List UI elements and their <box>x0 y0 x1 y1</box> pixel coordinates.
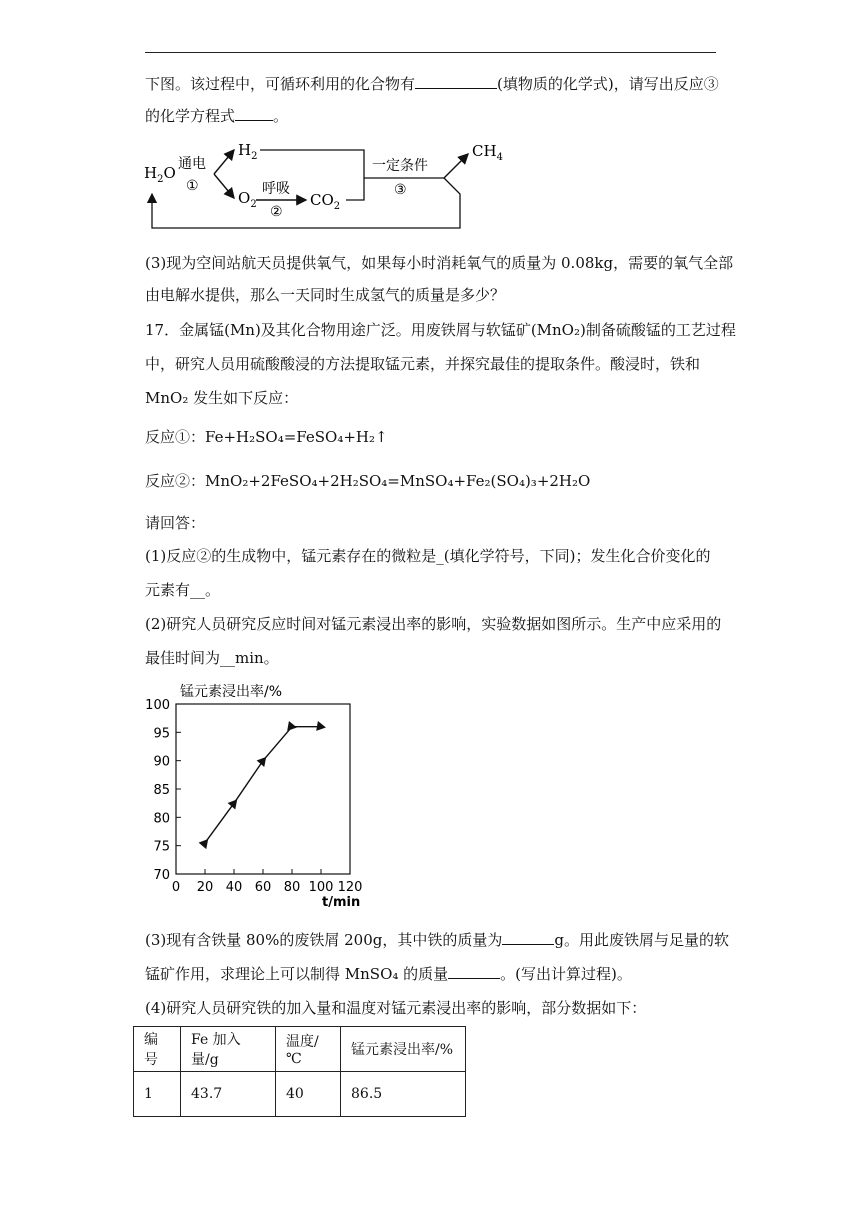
x-tick-label: 0 <box>171 880 181 895</box>
q17-part3-text-c: 锰矿作用，求理论上可以制得 MnSO₄ 的质量 <box>145 965 449 983</box>
methane-formula: $CH_4$ <box>472 142 503 163</box>
reaction-1-label: 反应①： <box>145 428 206 446</box>
reaction-2-marker: ② <box>270 204 283 220</box>
q17-part3-line2 <box>145 964 632 984</box>
top-rule <box>145 52 716 53</box>
reaction-2-label: 反应②： <box>145 472 206 490</box>
data-point-marker <box>199 836 212 849</box>
reaction-2-line <box>145 471 590 491</box>
table-cell: 43.7 <box>181 1072 276 1117</box>
data-point-marker <box>228 796 241 809</box>
table-header-cell: 编号 <box>134 1027 181 1072</box>
table-header-cell: Fe 加入量/g <box>181 1027 276 1072</box>
reaction-1-marker: ① <box>186 178 199 194</box>
answer-prompt: 请回答： <box>145 514 206 532</box>
q16-part3-line1: (3)现为空间站航天员提供氧气，如果每小时消耗氧气的质量为 0.08kg，需要的氧气全部 <box>145 254 734 272</box>
oxygen-formula: $O_2$ <box>238 189 257 210</box>
y-tick-label: 100 <box>145 698 170 713</box>
q16-text-c: 的化学方程式 <box>145 107 236 125</box>
table-header-cell: 锰元素浸出率/% <box>341 1027 466 1072</box>
q17-intro-line3: MnO₂ 发生如下反应： <box>145 389 299 407</box>
table-header-row <box>134 1027 466 1072</box>
x-tick-label: 60 <box>254 880 272 895</box>
x-tick-label: 20 <box>196 880 214 895</box>
data-table <box>133 1026 466 1117</box>
table-cell: 86.5 <box>341 1072 466 1117</box>
q16-text-a: 下图。该过程中，可循环利用的化合物有 <box>145 75 416 93</box>
q17-intro-line1: 17．金属锰(Mn)及其化合物用途广泛。用废铁屑与软锰矿(MnO₂)制备硫酸锰的工艺过程 <box>145 321 736 339</box>
y-tick-label: 95 <box>153 726 170 742</box>
q16-text-line2 <box>145 106 288 126</box>
chart-title: 锰元素浸出率/% <box>180 684 283 700</box>
q16-part3-line2: 由电解水提供，那么一天同时生成氢气的质量是多少？ <box>145 286 506 304</box>
q17-part3-text-a: (3)现有含铁量 80%的废铁屑 200g，其中铁的质量为 <box>145 931 503 949</box>
table-row <box>134 1072 466 1117</box>
q17-part4-line: (4)研究人员研究铁的加入量和温度对锰元素浸出率的影响，部分数据如下： <box>145 999 647 1017</box>
reaction-1-line <box>145 427 388 447</box>
q17-intro-line2: 中，研究人员用硫酸酸浸的方法提取锰元素，并探究最佳的提取条件。酸浸时，铁和 <box>145 355 701 373</box>
q16-text-line1 <box>145 74 719 94</box>
q17-part1-line2: 元素有__。 <box>145 581 221 599</box>
y-tick-label: 85 <box>153 783 170 798</box>
q16-text-b: (填物质的化学式)，请写出反应③ <box>497 75 719 93</box>
answer-blank-equation[interactable] <box>235 106 273 121</box>
y-tick-label: 75 <box>153 839 170 855</box>
reaction-2-equation: MnO₂+2FeSO₄+2H₂SO₄=MnSO₄+Fe₂(SO₄)₃+2H₂O <box>205 472 591 490</box>
data-point-marker <box>316 721 327 732</box>
series-line <box>205 727 321 843</box>
q16-text-d: 。 <box>273 107 289 125</box>
q17-part3-text-d: 。(写出计算过程)。 <box>500 965 632 983</box>
x-tick-label: 100 <box>308 880 334 895</box>
hydrogen-formula: $H_2$ <box>238 141 258 162</box>
x-tick-label: 80 <box>283 880 301 895</box>
q17-part3-line1 <box>145 930 729 950</box>
y-tick-label: 80 <box>153 811 170 827</box>
breathe-label: 呼吸 <box>262 181 290 197</box>
x-tick-label: 120 <box>337 880 363 895</box>
answer-blank-compound[interactable] <box>415 74 497 89</box>
reaction-3-marker: ③ <box>394 182 407 198</box>
plot-frame <box>176 704 350 874</box>
water-formula: $H_2O$ <box>144 164 176 185</box>
co2-formula: $CO_2$ <box>310 191 341 212</box>
condition-label: 一定条件 <box>372 158 428 174</box>
electrify-label: 通电 <box>178 156 206 172</box>
q17-part3-text-b: g。用此废铁屑与足量的软 <box>554 931 729 949</box>
answer-blank-iron-mass[interactable] <box>502 930 554 945</box>
x-axis-label: t/min <box>322 895 361 910</box>
reaction-flow-diagram <box>140 136 520 232</box>
reaction-1-equation: Fe+H₂SO₄=FeSO₄+H₂↑ <box>205 428 388 446</box>
y-tick-label: 70 <box>153 868 170 883</box>
table-cell: 1 <box>134 1072 181 1117</box>
leach-rate-chart <box>140 678 380 910</box>
q17-part2-line1: (2)研究人员研究反应时间对锰元素浸出率的影响，实验数据如图所示。生产中应采用的 <box>145 615 722 633</box>
y-tick-label: 90 <box>153 754 170 770</box>
q17-part1-line1: (1)反应②的生成物中，锰元素存在的微粒是_(填化学符号，下同)；发生化合价变化的 <box>145 547 711 565</box>
table-cell: 40 <box>276 1072 341 1117</box>
answer-blank-mnso4-mass[interactable] <box>448 964 500 979</box>
x-tick-label: 40 <box>225 880 243 895</box>
q17-part2-line2: 最佳时间为__min。 <box>145 649 279 667</box>
table-header-cell: 温度/℃ <box>276 1027 341 1072</box>
